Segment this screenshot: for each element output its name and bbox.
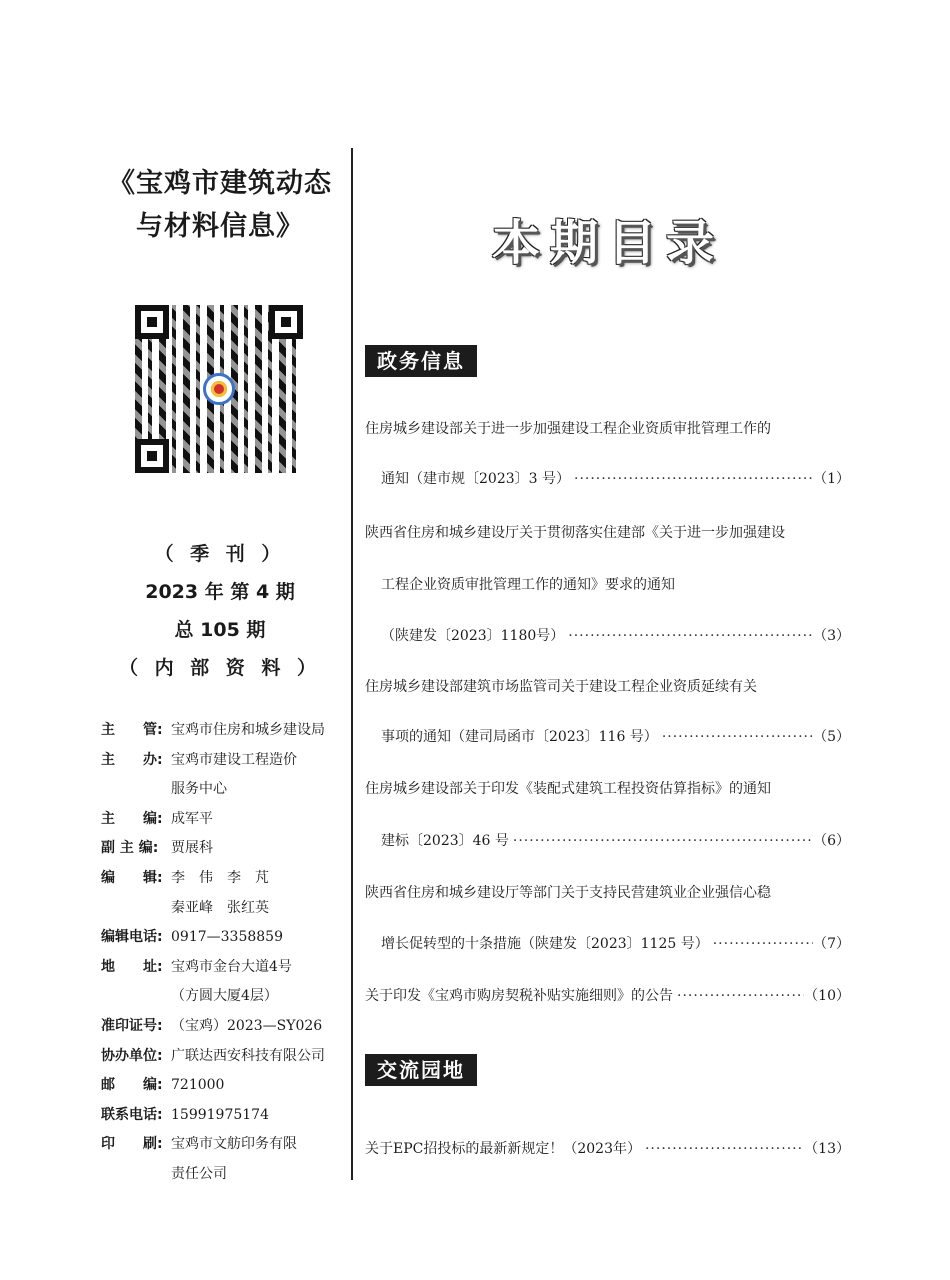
toc-entry-line: （陕建发〔2023〕1180号） [381, 628, 565, 644]
toc-entry-leader [381, 830, 850, 850]
info-label: 主 办: [101, 751, 163, 768]
info-value-line: 李 伟 李 芃 [171, 869, 269, 886]
info-row-address [101, 953, 351, 1012]
info-row-editors [101, 864, 351, 923]
info-label: 主 编: [101, 810, 163, 827]
issue-number: 2023 年 第 4 期 [145, 581, 295, 603]
info-row-permit [101, 1012, 351, 1042]
info-value-line: 服务中心 [171, 781, 227, 798]
info-value: 0917—3358859 [171, 929, 283, 946]
info-row-co-organizer [101, 1042, 351, 1072]
info-row-postcode [101, 1071, 351, 1101]
info-value-line: 宝鸡市文舫印务有限 [171, 1136, 297, 1153]
info-value: （宝鸡）2023—SY026 [171, 1017, 323, 1034]
info-label: 编 辑: [101, 869, 163, 886]
dot-leader [564, 628, 813, 644]
toc-page-number: （13） [804, 1141, 850, 1157]
info-value-line: 责任公司 [171, 1165, 227, 1182]
info-row-contact [101, 1101, 351, 1131]
info-value-line: 秦亚峰 张红英 [171, 899, 269, 916]
magazine-title-line2: 与材料信息》 [136, 211, 304, 242]
dot-leader [673, 988, 804, 1004]
info-row-printer [101, 1130, 351, 1189]
info-label: 印 刷: [101, 1136, 163, 1153]
section-heading-exchange: 交流园地 [365, 1054, 477, 1086]
info-value-line: 宝鸡市金台大道4号 [171, 958, 292, 975]
toc-entry-line: 关于EPC招投标的最新新规定！（2023年） [365, 1141, 641, 1157]
toc-title: 本期目录 [491, 215, 724, 271]
info-label: 协办单位: [101, 1047, 163, 1064]
toc-entry-line: 关于印发《宝鸡市购房契税补贴实施细则》的公告 [365, 988, 673, 1004]
toc-entry-line: 陕西省住房和城乡建设厅关于贯彻落实住建部《关于进一步加强建设 [365, 525, 785, 541]
dot-leader [709, 936, 813, 952]
dot-leader [509, 833, 813, 849]
info-row-supervisor [101, 716, 351, 746]
toc-entry-line: 陕西省住房和城乡建设厅等部门关于支持民营建筑业企业强信心稳 [365, 885, 771, 901]
column-divider [351, 148, 353, 1180]
info-value [171, 953, 351, 1012]
magazine-title [95, 162, 345, 248]
magazine-title-line1: 《宝鸡市建筑动态 [108, 168, 332, 199]
toc-page-number: （1） [813, 471, 850, 487]
issue-internal: （ 内 部 资 料 ） [118, 657, 322, 679]
issue-block [95, 535, 345, 687]
qr-code-icon [135, 305, 303, 473]
toc-entry-leader [381, 625, 850, 645]
info-label: 主 管: [101, 722, 163, 738]
toc-page-number: （6） [813, 833, 850, 849]
info-value: 15991975174 [171, 1106, 269, 1123]
info-value: 721000 [171, 1077, 225, 1094]
qr-finder-bottom-left [135, 439, 169, 473]
toc-entry-line: 工程企业资质审批管理工作的通知》要求的通知 [381, 577, 675, 593]
info-value: 成军平 [171, 810, 213, 827]
toc-entry-line: 事项的通知（建司局函市〔2023〕116 号） [381, 729, 658, 745]
info-label: 准印证号: [101, 1017, 163, 1034]
dot-leader [658, 729, 813, 745]
info-label: 联系电话: [101, 1106, 163, 1123]
info-label: 地 址: [101, 958, 163, 975]
info-value-line: 宝鸡市建设工程造价 [171, 751, 297, 768]
masthead-info [101, 716, 351, 1190]
info-value: 贾展科 [171, 840, 213, 857]
info-row-deputy [101, 834, 351, 864]
qr-finder-top-right [269, 305, 303, 339]
info-value [171, 864, 351, 923]
info-value [171, 746, 351, 805]
section-heading-government: 政务信息 [365, 345, 477, 377]
info-value [171, 1130, 351, 1189]
toc-entry-line: 住房城乡建设部关于印发《装配式建筑工程投资估算指标》的通知 [365, 781, 771, 797]
info-value-line: （方圆大厦4层） [171, 988, 278, 1005]
issue-total: 总 105 期 [174, 619, 266, 641]
info-label: 邮 编: [101, 1077, 163, 1094]
toc-entry-line: 住房城乡建设部建筑市场监管司关于建设工程企业资质延续有关 [365, 679, 757, 695]
toc-page-number: （7） [813, 936, 850, 952]
toc-entry-leader [381, 468, 850, 488]
toc-entry-line: 建标〔2023〕46 号 [381, 833, 509, 849]
toc-entry-leader [381, 933, 850, 953]
info-row-sponsor [101, 746, 351, 805]
info-label: 编辑电话: [101, 929, 163, 946]
info-row-editor [101, 805, 351, 835]
national-emblem-icon [203, 373, 235, 405]
toc-entry-leader [381, 726, 850, 746]
toc-entry-line: 住房城乡建设部关于进一步加强建设工程企业资质审批管理工作的 [365, 421, 771, 437]
info-label: 副 主 编: [101, 840, 159, 857]
toc-page-number: （3） [813, 628, 850, 644]
dot-leader [641, 1141, 804, 1157]
toc-entry-leader [365, 985, 850, 1005]
toc-entry-line: 增长促转型的十条措施（陕建发〔2023〕1125 号） [381, 936, 709, 952]
qr-finder-top-left [135, 305, 169, 339]
toc-page-number: （5） [813, 729, 850, 745]
toc-entry-leader [365, 1138, 850, 1158]
toc-page-number: （10） [804, 988, 850, 1004]
info-value: 广联达西安科技有限公司 [171, 1047, 325, 1064]
toc-entry-line: 通知（建市规〔2023〕3 号） [381, 471, 570, 487]
info-row-phone [101, 923, 351, 953]
info-value: 宝鸡市住房和城乡建设局 [171, 722, 325, 738]
issue-frequency: （ 季 刊 ） [154, 543, 286, 565]
dot-leader [570, 471, 813, 487]
